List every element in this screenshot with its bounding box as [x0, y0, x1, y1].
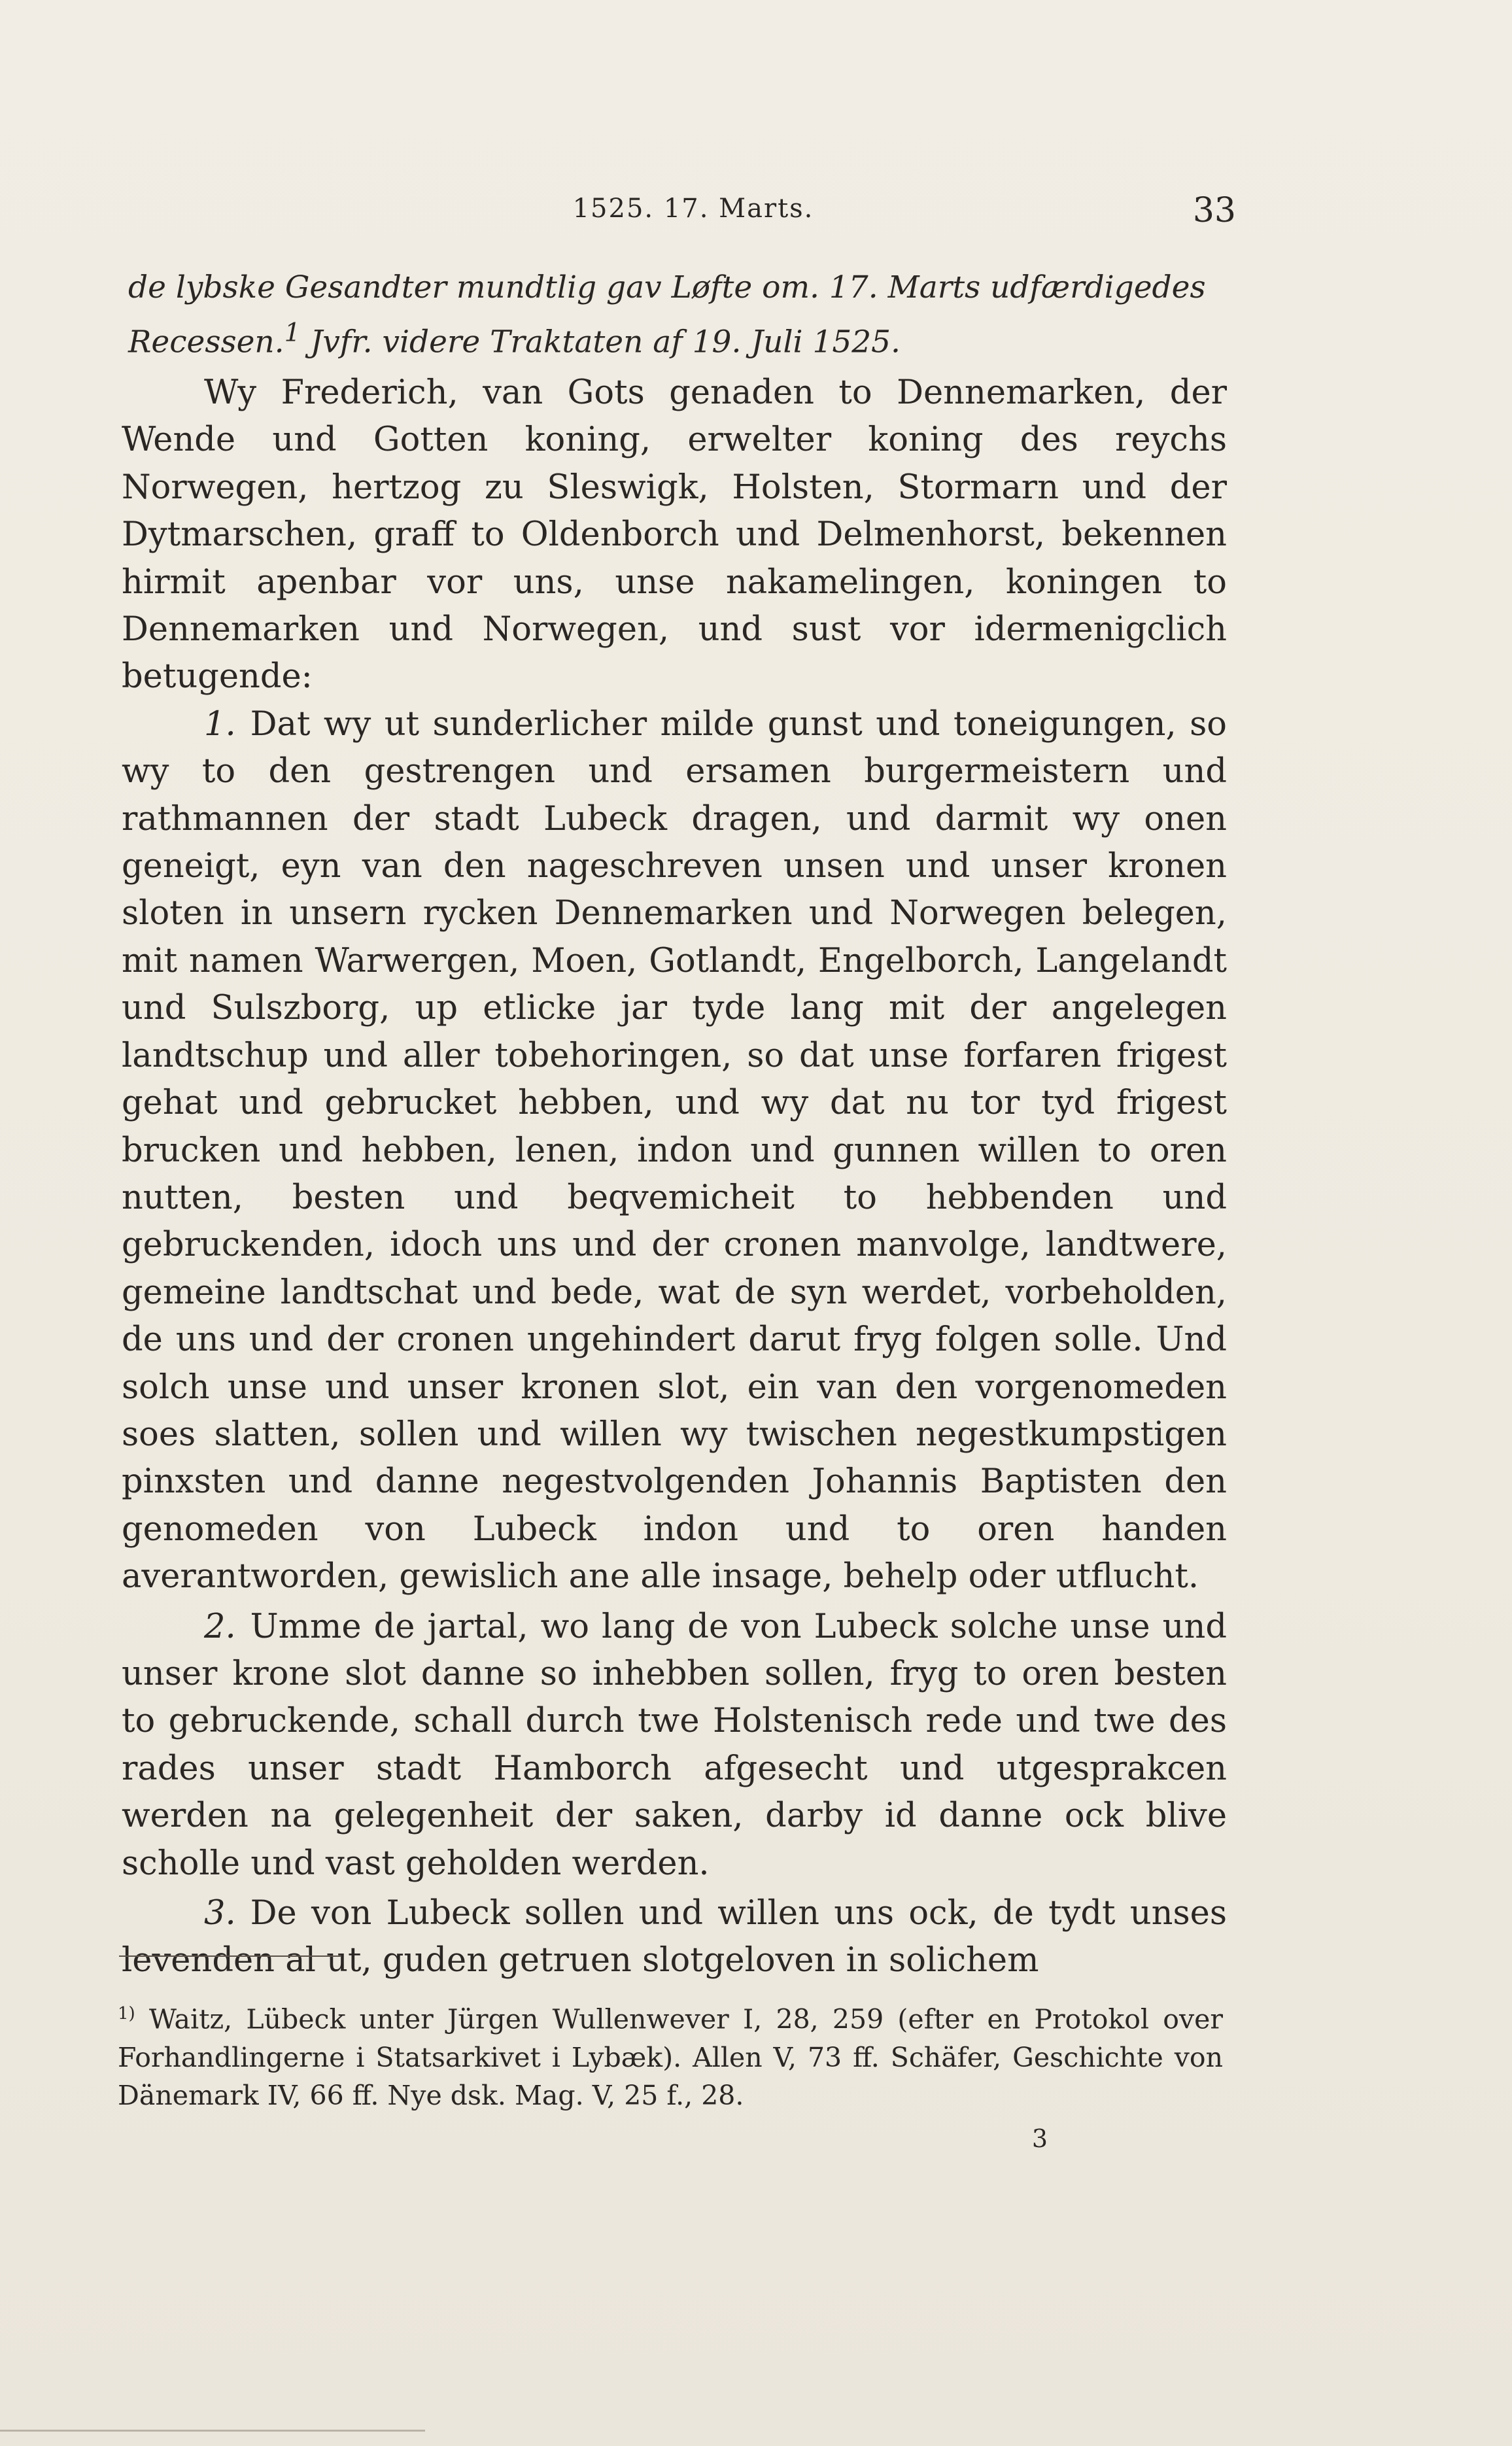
- intro-note: [128, 265, 1240, 366]
- page-number: 33: [1192, 191, 1236, 230]
- footnote-text: Waitz, Lübeck unter Jürgen Wullenwever I, 28, 259 (efter en Protokol over Forhandlingerne i Statsarkivet i Lybæk). Allen V, 73 ff. Schäfer, Geschichte von Dänemark IV, 66 ff. Nye dsk. Mag. V, 25 f., 28.: [118, 2003, 1223, 2111]
- paragraph-1-number: 1.: [204, 704, 236, 744]
- paragraph-2-text: Umme de jartal, wo lang de von Lubeck solche unse und unser krone slot danne so inhebben sollen, fryg to oren besten to gebruckende, schall durch twe Holstenisch rede und twe des rades unser stadt Hamborch afgesecht und utgesprakcen werden na gelegenheit der saken, darby id danne ock blive scholle und vast geholden werden.: [122, 1607, 1227, 1883]
- footnote: [118, 1995, 1223, 2114]
- intro-recessen: Recessen.: [128, 324, 284, 360]
- paragraph-3: [122, 1890, 1227, 1985]
- paragraph-2-number: 2.: [204, 1607, 236, 1646]
- intro-line-1: de lybske Gesandter mundtlig gav Løfte om. 17. Marts udfærdigedes: [128, 269, 1206, 305]
- footnote-marker: 1): [118, 2004, 135, 2024]
- running-head: 1525. 17. Marts.: [572, 194, 814, 224]
- opening-paragraph: Wy Frederich, van Gots genaden to Dennemarken, der Wende und Gotten koning, erwelter koning des reychs Norwegen, hertzog zu Sleswigk, Holsten, Stormarn und der Dytmarschen, graff to Oldenborch und Delmenhorst, bekennen hirmit apenbar vor uns, unse nakamelingen, koningen to Dennemarken und Norwegen, und sust vor idermenigclich betugende:: [122, 373, 1227, 697]
- signature-mark: 3: [1031, 2124, 1048, 2153]
- paragraph-3-text: De von Lubeck sollen und willen uns ock, de tydt unses levenden al ut, guden getruen slotgeloven in solichem: [122, 1894, 1227, 1980]
- main-text: [122, 370, 1227, 1985]
- intro-reference: Jvfr. videre Traktaten af 19. Juli 1525.: [300, 324, 901, 360]
- paragraph-1: [122, 701, 1227, 1601]
- scan-edge-line: [0, 2430, 425, 2432]
- footnote-divider: [119, 1955, 341, 1957]
- paragraph-3-number: 3.: [204, 1894, 236, 1933]
- intro-line-2: [128, 311, 1240, 366]
- paragraph-2: [122, 1604, 1227, 1887]
- paragraph-1-text: Dat wy ut sunderlicher milde gunst und toneigungen, so wy to den gestrengen und ersamen burgermeistern und rathmannen der stadt Lubeck dragen, und darmit wy onen geneigt, eyn van den nageschreven unsen und unser kronen sloten in unsern rycken Dennemarken und Norwegen belegen, mit namen Warwergen, Moen, Gotlandt, Engelborch, Langelandt und Sulszborg, up etlicke jar tyde lang mit der angelegen landtschup und aller tobehoringen, so dat unse forfaren frigest gehat und gebrucket hebben, und wy dat nu tor tyd frigest brucken und hebben, lenen, indon und gunnen willen to oren nutten, besten und beqvemicheit to hebbenden und gebruckenden, idoch uns und der cronen manvolge, landtwere, gemeine landtschat und bede, wat de syn werdet, vorbeholden, de uns und der cronen ungehindert darut fryg folgen solle. Und solch unse und unser kronen slot, ein van den vorgenomeden soes slatten, sollen und willen wy twischen negestkumpstigen pinxsten und danne negestvolgenden Johannis Baptisten den genomeden von Lubeck indon und to oren handen averantworden, gewislich ane alle insage, behelp oder utflucht.: [122, 704, 1227, 1596]
- footnote-ref: 1: [284, 319, 301, 348]
